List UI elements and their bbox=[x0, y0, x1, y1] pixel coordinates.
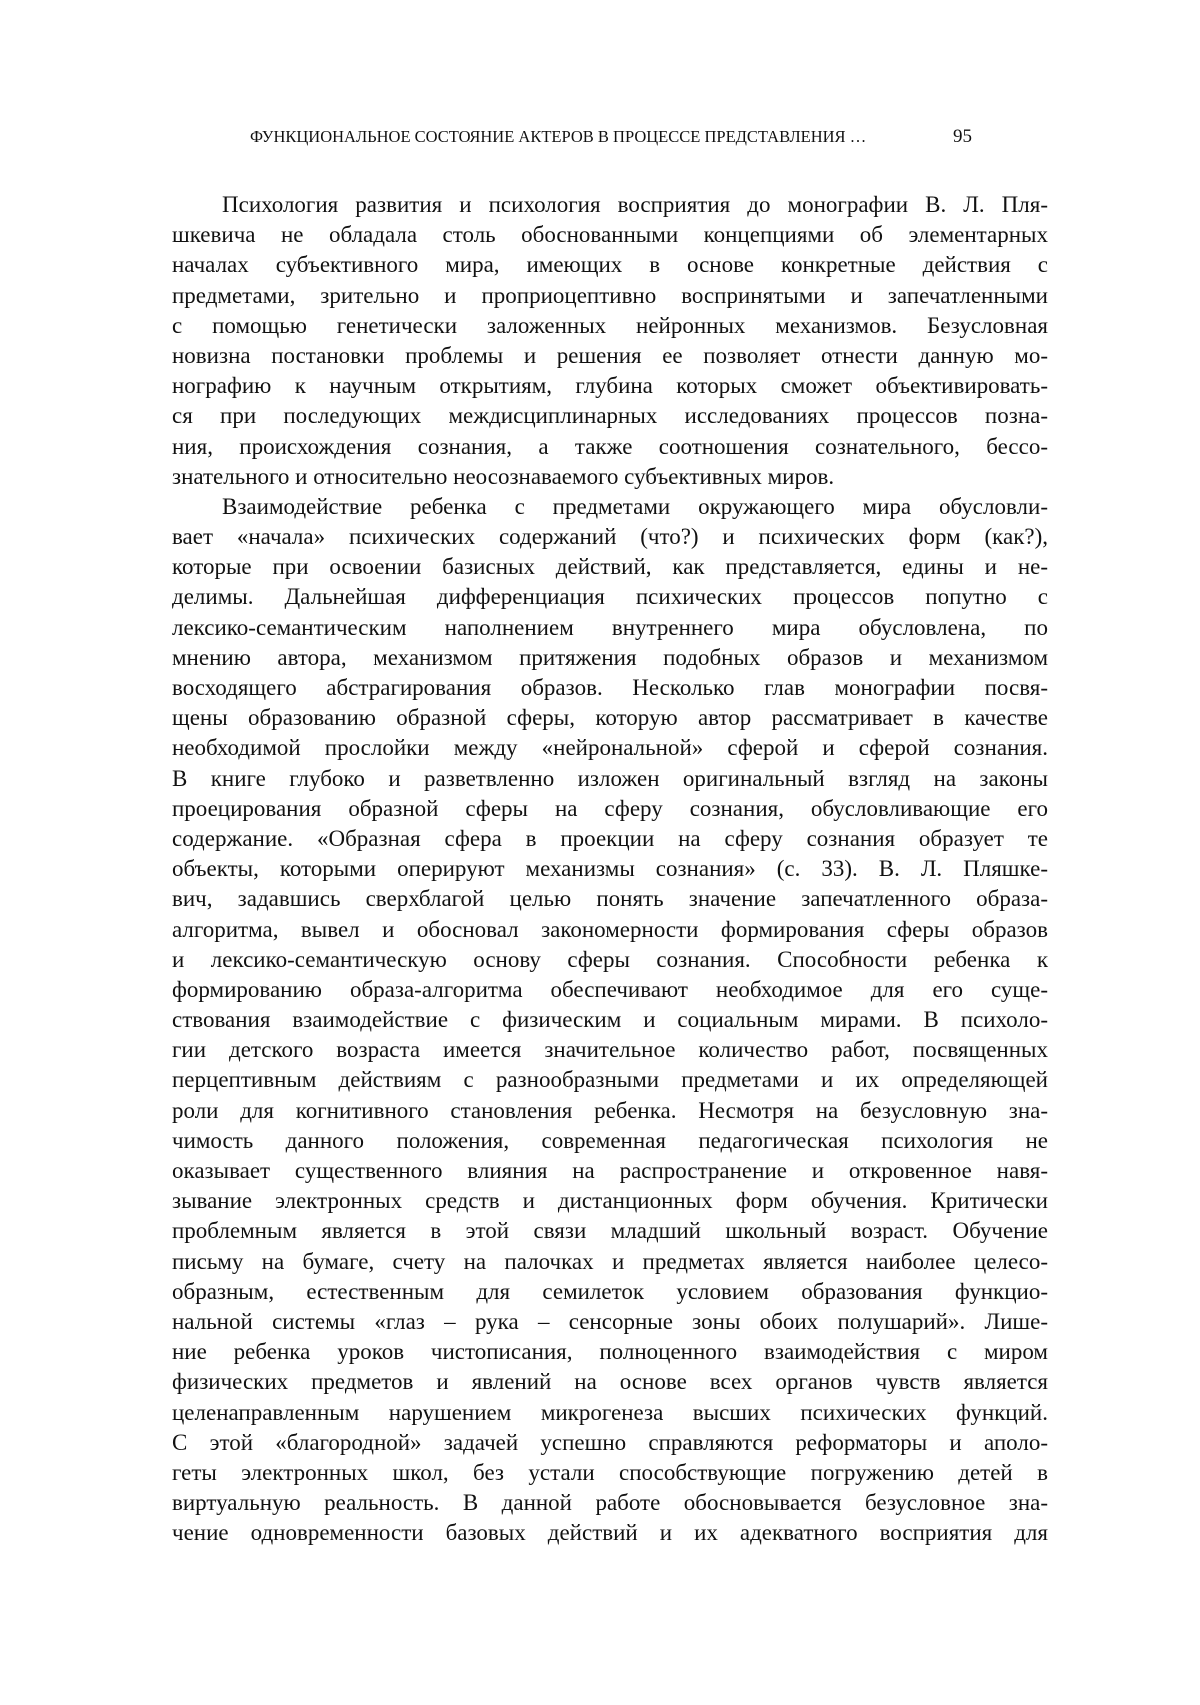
text-line: делимы. Дальнейшая дифференциация психических процессов попутно с bbox=[172, 584, 1048, 610]
text-line: мнению автора, механизмом притяжения подобных образов и механизмом bbox=[172, 644, 1048, 670]
body-text bbox=[172, 190, 1048, 1548]
text-line: которые при освоении базисных действий, как представляется, едины и не- bbox=[172, 554, 1048, 580]
text-line: нографию к научным открытиям, глубина которых сможет объективировать- bbox=[172, 373, 1048, 399]
text-line: чимость данного положения, современная педагогическая психология не bbox=[172, 1127, 1048, 1153]
text-line: письму на бумаге, счету на палочках и предметах является наиболее целесо- bbox=[172, 1248, 1048, 1274]
text-line: ния, происхождения сознания, а также соотношения сознательного, бессо- bbox=[172, 433, 1048, 459]
text-line: зывание электронных средств и дистанционных форм обучения. Критически bbox=[172, 1188, 1048, 1214]
text-line: проблемным является в этой связи младший школьный возраст. Обучение bbox=[172, 1218, 1048, 1244]
text-line: предметами, зрительно и проприоцептивно воспринятыми и запечатленными bbox=[172, 282, 1048, 308]
text-line: вает «начала» психических содержаний (что?) и психических форм (как?), bbox=[172, 524, 1048, 550]
text-line: лексико-семантическим наполнением внутреннего мира обусловлена, по bbox=[172, 614, 1048, 640]
paragraph-2 bbox=[172, 492, 1048, 1549]
text-line: объекты, которыми оперируют механизмы сознания» (с. 33). В. Л. Пляшке- bbox=[172, 856, 1048, 882]
text-line: Взаимодействие ребенка с предметами окружающего мира обусловли- bbox=[222, 493, 1048, 519]
running-head bbox=[250, 125, 972, 149]
text-line: проецирования образной сферы на сферу сознания, обусловливающие его bbox=[172, 795, 1048, 821]
text-line: ствования взаимодействие с физическим и социальным мирами. В психоло- bbox=[172, 1007, 1048, 1033]
text-line: геты электронных школ, без устали способствующие погружению детей в bbox=[172, 1459, 1048, 1485]
paragraph-1 bbox=[172, 190, 1048, 492]
text-line: ся при последующих междисциплинарных исследованиях процессов позна- bbox=[172, 403, 1048, 429]
text-line: нальной системы «глаз – рука – сенсорные зоны обоих полушарий». Лише- bbox=[172, 1308, 1048, 1334]
text-line: перцептивным действиям с разнообразными предметами и их определяющей bbox=[172, 1067, 1048, 1093]
text-line: физических предметов и явлений на основе всех органов чувств является bbox=[172, 1369, 1048, 1395]
text-line: содержание. «Образная сфера в проекции на сферу сознания образует те bbox=[172, 825, 1048, 851]
text-line: с помощью генетически заложенных нейронных механизмов. Безусловная bbox=[172, 312, 1048, 338]
text-line: началах субъективного мира, имеющих в основе конкретные действия с bbox=[172, 252, 1048, 278]
text-line: роли для когнитивного становления ребенка. Несмотря на безусловную зна- bbox=[172, 1097, 1048, 1123]
text-line: восходящего абстрагирования образов. Несколько глав монографии посвя- bbox=[172, 675, 1048, 700]
running-title: ФУНКЦИОНАЛЬНОЕ СОСТОЯНИЕ АКТЕРОВ В ПРОЦЕССЕ ПРЕДСТАВЛЕНИЯ … bbox=[250, 127, 867, 146]
text-line: виртуальную реальность. В данной работе обосновывается безусловное зна- bbox=[172, 1490, 1048, 1516]
page-number: 95 bbox=[953, 126, 972, 147]
text-line: целенаправленным нарушением микрогенеза высших психических функций. bbox=[172, 1399, 1048, 1425]
text-line: необходимой прослойки между «нейрональной» сферой и сферой сознания. bbox=[172, 735, 1048, 761]
text-line: шкевича не обладала столь обоснованными концепциями об элементарных bbox=[172, 222, 1048, 248]
text-line: щены образованию образной сферы, которую автор рассматривает в качестве bbox=[172, 705, 1048, 731]
text-line: гии детского возраста имеется значительное количество работ, посвященных bbox=[172, 1037, 1048, 1063]
text-line: В книге глубоко и разветвленно изложен оригинальный взгляд на законы bbox=[172, 765, 1048, 791]
text-line: и лексико-семантическую основу сферы сознания. Способности ребенка к bbox=[172, 946, 1048, 972]
text-line: знательного и относительно неосознаваемого субъективных миров. bbox=[172, 463, 835, 489]
text-line: оказывает существенного влияния на распространение и откровенное навя- bbox=[172, 1158, 1048, 1183]
text-line: вич, задавшись сверхблагой целью понять значение запечатленного образа- bbox=[172, 886, 1048, 912]
text-line: Психология развития и психология восприятия до монографии В. Л. Пля- bbox=[222, 192, 1048, 217]
text-line: чение одновременности базовых действий и их адекватного восприятия для bbox=[172, 1520, 1048, 1546]
text-line: формированию образа-алгоритма обеспечивают необходимое для его суще- bbox=[172, 976, 1048, 1002]
text-line: новизна постановки проблемы и решения ее позволяет отнести данную мо- bbox=[172, 342, 1048, 368]
text-line: образным, естественным для семилеток условием образования функцио- bbox=[172, 1278, 1048, 1304]
text-line: ние ребенка уроков чистописания, полноценного взаимодействия с миром bbox=[172, 1339, 1048, 1365]
text-line: алгоритма, вывел и обосновал закономерности формирования сферы образов bbox=[172, 916, 1048, 942]
text-line: С этой «благородной» задачей успешно справляются реформаторы и аполо- bbox=[172, 1429, 1048, 1455]
